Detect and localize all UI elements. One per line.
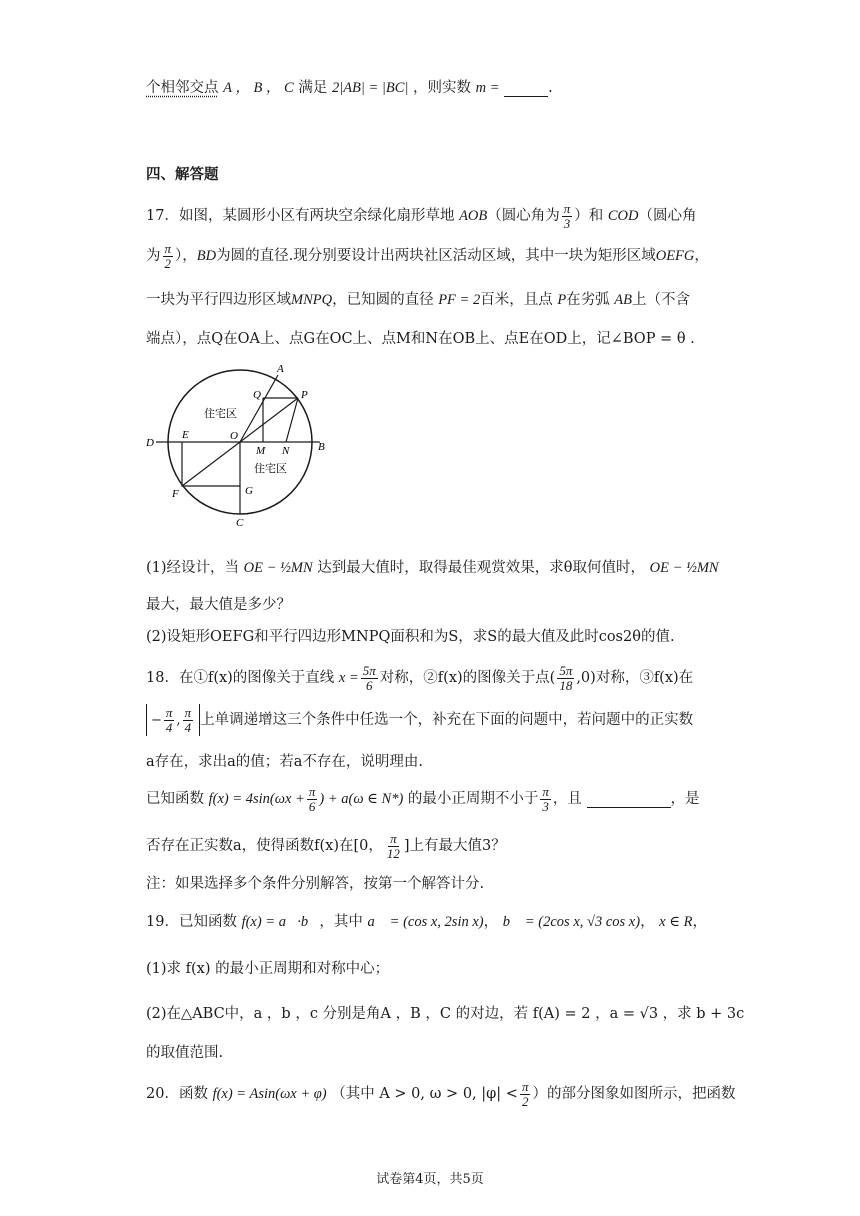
label-c: C <box>236 517 244 529</box>
q18-condition-blank[interactable] <box>587 791 671 808</box>
q18-text: 否存在正实数a，使得函数f(x)在[0， <box>146 838 383 855</box>
q17-part1-expr: OE − ½MN <box>649 560 719 576</box>
q17-text: ，已知圆的直径 <box>332 292 434 308</box>
q17-line4: 端点），点Q在OA上、点G在OC上、点M和N在OB上、点E在OD上，记∠BOP = θ . <box>146 331 695 347</box>
q18-frac-pi3: $\frac{\pi}{3}$ <box>542 784 549 814</box>
q17-text: 在劣弧 <box>566 292 610 308</box>
q16-tail-line <box>146 76 553 97</box>
q18-line2 <box>146 704 693 736</box>
q17-text: ）和 <box>574 208 604 225</box>
q19-sep: ， <box>692 914 707 930</box>
q18-text: ,0)对称，③f(x)在 <box>576 670 694 687</box>
q19-vec-a: a⃗ = (cos x, 2sin x) <box>367 914 484 930</box>
q16-answer-blank[interactable] <box>504 80 548 97</box>
label-f: F <box>172 488 179 500</box>
q18-func-end: ) + a(ω ∈ N*) <box>319 791 404 808</box>
q18-x-eq: x = <box>338 670 359 687</box>
q18-frac-pi6: $\frac{\pi}{6}$ <box>308 784 316 814</box>
q19-domain: x ∈ R <box>659 914 693 930</box>
q18-text: ]上有最大值3？ <box>403 838 506 855</box>
q18-interval: − $\frac{\pi}{4}$ , $\frac{\pi}{4}$ <box>146 704 200 736</box>
label-g: G <box>245 485 253 497</box>
q16-suffix: ，则实数 <box>413 80 472 96</box>
q17-part1-line1 <box>146 556 719 577</box>
q18-frac-5pi6: $\frac{5\pi}{6}$ <box>362 663 376 693</box>
label-d: D <box>146 437 154 449</box>
q17-aob: AOB <box>459 208 488 225</box>
q17-line2 <box>146 242 709 270</box>
q17-text: 为圆的直径.现分别要设计出两块社区活动区域，其中一块为矩形区域 <box>216 248 656 265</box>
q17-mnpq: MNPQ <box>291 292 333 308</box>
q17-oefg: OEFG <box>655 248 695 265</box>
q18-line5 <box>146 832 506 860</box>
q16-points: A ， B ， C <box>223 80 294 96</box>
q19-part2-line1: (2)在△ABC中，a ，b ，c 分别是角A ，B ，C 的对边，若 f(A) = 2 ，a = √3 ，求 b + 3c <box>146 1006 745 1022</box>
q17-number: 17． <box>146 208 179 225</box>
q17-part1-text: 达到最大值时，取得最佳观赏效果，求θ取何值时， <box>317 560 645 576</box>
label-m: M <box>256 445 266 457</box>
zone-label-top: 住宅区 <box>204 408 237 420</box>
q18-line4 <box>146 785 700 813</box>
q16-condition-math: 2|AB| = |BC| <box>331 80 409 96</box>
q20-text: （其中 A > 0, ω > 0, |φ| < <box>331 1086 518 1103</box>
q18-text: 在①f(x)的图像关于直线 <box>178 670 335 687</box>
q17-text: 上（不含 <box>632 292 690 308</box>
q18-text: 对称，②f(x)的图像关于点( <box>379 670 556 687</box>
q20-text: ）的部分图象如图所示，把函数 <box>532 1086 736 1103</box>
q20-func: f(x) = Asin(ωx + φ) <box>212 1086 327 1103</box>
q17-ab: AB <box>614 292 632 308</box>
q19-part1: (1)求 f(x) 的最小正周期和对称中心； <box>146 961 390 977</box>
q19-sep: ， <box>640 914 655 930</box>
q17-figure <box>146 360 346 530</box>
q19-vec-b: b⃗ = (2cos x, √3 cos x) <box>502 914 641 930</box>
q16-end: . <box>548 80 553 96</box>
q16-prefix: 个相邻交点 <box>146 80 219 96</box>
q18-text: ，是 <box>670 791 700 808</box>
q20-line1 <box>146 1080 735 1108</box>
q17-part1-line2: 最大，最大值是多少？ <box>146 597 291 613</box>
q18-func: f(x) = 4sin(ωx + <box>208 791 305 808</box>
q17-pf: PF = 2 <box>438 292 481 308</box>
label-b: B <box>318 441 325 453</box>
q19-func: f(x) = a⃗·b⃗ <box>241 914 320 930</box>
q18-text: ，且 <box>552 791 582 808</box>
q17-frac-pi2: $\frac{\pi}{2}$ <box>164 241 172 271</box>
q20-frac-pi2: $\frac{\pi}{2}$ <box>521 1079 529 1109</box>
label-q: Q <box>253 389 261 401</box>
label-a: A <box>277 363 284 375</box>
q18-line3: a存在，求出a的值；若a不存在，说明理由. <box>146 754 424 770</box>
q20-text: 函数 <box>178 1086 208 1103</box>
q19-text: ，其中 <box>319 914 363 930</box>
q17-part2: (2)设矩形OEFG和平行四边形MNPQ面积和为S，求S的最大值及此时cos2θ的值. <box>146 629 675 645</box>
q17-text: （圆心角 <box>638 208 697 225</box>
q17-part1-expr: OE − ½MN <box>243 560 313 576</box>
q17-p: P <box>557 292 567 308</box>
q19-part2-line2: 的取值范围. <box>146 1045 224 1061</box>
q18-text: 已知函数 <box>146 791 204 808</box>
q17-text: 百米，且点 <box>480 292 553 308</box>
q17-text: （圆心角为 <box>487 208 560 225</box>
figure-radius-oa <box>240 375 278 442</box>
q17-line3 <box>146 288 690 309</box>
q17-cod: COD <box>607 208 639 225</box>
q19-text: 已知函数 <box>178 914 237 930</box>
q18-frac-pi12: $\frac{\pi}{12}$ <box>386 831 400 861</box>
q17-text: 如图，某圆形小区有两块空余绿化扇形草地 <box>178 208 455 225</box>
q18-frac-5pi18: $\frac{5\pi}{18}$ <box>559 663 573 693</box>
label-n: N <box>282 445 290 457</box>
q17-frac-pi3: $\frac{\pi}{3}$ <box>563 201 571 231</box>
q19-number: 19． <box>146 914 179 930</box>
zone-label-bottom: 住宅区 <box>254 463 287 475</box>
q17-text: 一块为平行四边形区域 <box>146 292 291 308</box>
q18-number: 18． <box>146 670 179 687</box>
q16-condition-text: 满足 <box>298 80 328 96</box>
q18-note: 注：如果选择多个条件分别解答，按第一个解答计分. <box>146 876 485 892</box>
q19-sep: ， <box>483 914 499 930</box>
q17-bd: BD <box>196 248 217 265</box>
q18-text: 的最小正周期不小于 <box>407 791 539 808</box>
q17-text: 为 <box>146 248 161 265</box>
label-e: E <box>182 429 189 441</box>
section-title: 四、解答题 <box>146 166 219 183</box>
q19-line1 <box>146 910 707 931</box>
q16-var: m = <box>475 80 500 96</box>
q17-line1 <box>146 202 697 230</box>
label-o: O <box>230 430 238 442</box>
label-p: P <box>301 389 308 401</box>
q20-number: 20． <box>146 1086 179 1103</box>
page-footer: 试卷第4页，共5页 <box>376 1172 484 1187</box>
q17-text: ， <box>694 248 709 265</box>
q18-line1 <box>146 664 693 692</box>
figure-line-pn <box>286 398 298 442</box>
q17-part1-text: (1)经设计，当 <box>146 560 240 576</box>
q18-text: 上单调递增这三个条件中任选一个，补充在下面的问题中，若问题中的正实数 <box>200 712 694 729</box>
q17-text: ）， <box>175 248 197 265</box>
